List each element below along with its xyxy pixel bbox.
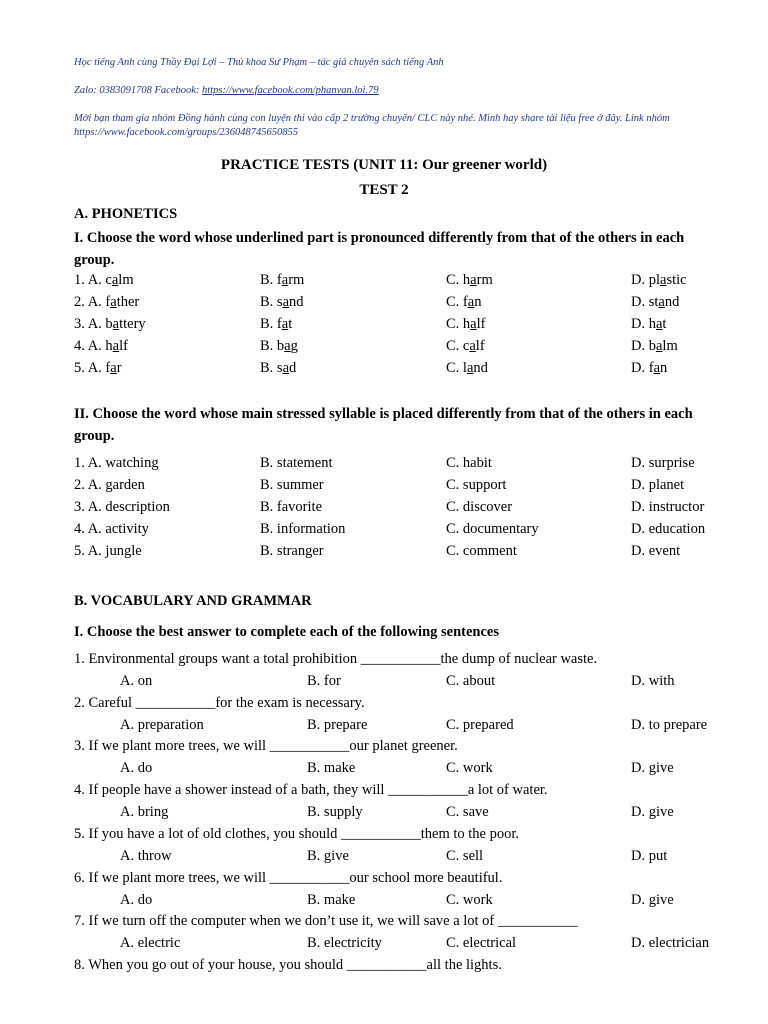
answer-option: C. work — [446, 891, 493, 908]
answer-option: A. do — [120, 760, 153, 777]
stress-option: D. instructor — [631, 499, 705, 515]
stress-option: 5. A. jungle — [74, 543, 142, 559]
answer-row — [0, 673, 768, 695]
stress-option: B. statement — [260, 455, 333, 471]
question-text: 3. If we plant more trees, we will ___________our planet greener. — [74, 738, 458, 755]
phonetics-option: B. fat — [260, 316, 293, 332]
phonetics-option: C. fan — [446, 294, 482, 310]
vocab-instruction: I. Choose the best answer to complete each of the following sentences — [74, 624, 500, 640]
phonetics-option: B. bag — [260, 338, 298, 354]
phonetics-option: D. balm — [631, 338, 678, 354]
answer-option: C. work — [446, 760, 493, 777]
answer-option: B. prepare — [307, 716, 368, 733]
answer-row — [0, 804, 768, 826]
answer-row — [0, 935, 768, 957]
answer-option: B. electricity — [307, 935, 382, 952]
phonetics-option: 3. A. battery — [74, 316, 146, 332]
answer-option: C. about — [446, 673, 496, 689]
answer-option: D. put — [631, 847, 668, 864]
stress-option: B. summer — [260, 477, 324, 493]
header-line1: Học tiếng Anh cùng Thầy Đại Lợi – Thủ khoa Sư Phạm – tác giả chuyên sách tiếng Anh — [74, 57, 444, 68]
answer-option: B. supply — [307, 804, 363, 821]
page-title: PRACTICE TESTS (UNIT 11: Our greener world) — [220, 157, 548, 173]
answer-option: A. throw — [120, 847, 172, 864]
phonetics-option: 2. A. father — [74, 294, 140, 310]
stress-row — [0, 499, 768, 521]
question-text: 8. When you go out of your house, you should ___________all the lights. — [74, 956, 502, 973]
phonetics-option: D. plastic — [631, 272, 687, 288]
stress-row — [0, 543, 768, 565]
phonetics-option: 5. A. far — [74, 360, 122, 376]
phonetics-option: B. sad — [260, 360, 297, 376]
answer-option: B. for — [307, 673, 341, 689]
stress-option: 1. A. watching — [74, 455, 159, 471]
phonetics-row — [0, 272, 768, 294]
stress-option: 2. A. garden — [74, 477, 145, 493]
question-text: 4. If people have a shower instead of a bath, they will ___________a lot of water. — [74, 782, 548, 799]
phonetics-option: C. harm — [446, 272, 493, 288]
answer-option: B. give — [307, 847, 349, 864]
answer-option: A. electric — [120, 935, 181, 952]
answer-option: B. make — [307, 891, 356, 908]
stress-option: D. surprise — [631, 455, 695, 471]
phonetics-option: 4. A. half — [74, 338, 128, 354]
stress-option: C. support — [446, 477, 507, 493]
group-text: Mời bạn tham gia nhóm Đồng hành cùng con luyện thi vào cấp 2 trường chuyên/ CLC này nhé. Mình hay share tài liệu free ở đây. Link nhóm — [74, 113, 670, 124]
question-text: 2. Careful ___________for the exam is necessary. — [74, 694, 365, 711]
phonetics-option: C. calf — [446, 338, 485, 354]
phonetics-option: C. half — [446, 316, 486, 332]
phonetics-row — [0, 360, 768, 382]
stress-option: C. habit — [446, 455, 492, 471]
answer-row — [0, 892, 768, 914]
answer-option: C. electrical — [446, 935, 517, 952]
answer-option: D. give — [631, 760, 674, 777]
phonetics-row — [0, 338, 768, 360]
answer-row — [0, 848, 768, 870]
stress-option: D. event — [631, 543, 681, 559]
answer-row — [0, 717, 768, 739]
question-text: 6. If we plant more trees, we will ___________our school more beautiful. — [74, 869, 503, 886]
test-title: TEST 2 — [359, 182, 409, 198]
phonetics-instruction-2: II. Choose the word whose main stressed syllable is placed differently from that of the others in each group. — [74, 406, 693, 444]
stress-option: C. discover — [446, 499, 513, 515]
vocab-heading: B. VOCABULARY AND GRAMMAR — [74, 593, 312, 609]
stress-option: C. documentary — [446, 521, 539, 537]
stress-option: C. comment — [446, 543, 517, 559]
header-group — [74, 112, 724, 140]
answer-option: B. make — [307, 760, 356, 777]
answer-option: D. electrician — [631, 935, 710, 952]
stress-option: D. planet — [631, 477, 685, 493]
answer-option: C. prepared — [446, 716, 514, 733]
answer-option: D. to prepare — [631, 716, 708, 733]
stress-option: 3. A. description — [74, 499, 170, 515]
group-link[interactable]: https://www.facebook.com/groups/236048745650855 — [74, 127, 298, 138]
stress-option: B. stranger — [260, 543, 324, 559]
stress-row — [0, 521, 768, 543]
phonetics-heading: A. PHONETICS — [74, 206, 178, 222]
answer-option: C. save — [446, 804, 489, 821]
question-text: 7. If we turn off the computer when we don’t use it, we will save a lot of ___________ — [74, 913, 578, 930]
phonetics-row — [0, 294, 768, 316]
stress-option: D. education — [631, 521, 706, 537]
phonetics-row — [0, 316, 768, 338]
stress-option: B. information — [260, 521, 346, 537]
stress-row — [0, 455, 768, 477]
answer-option: A. preparation — [120, 716, 204, 733]
phonetics-option: D. fan — [631, 360, 668, 376]
phonetics-option: B. farm — [260, 272, 305, 288]
answer-option: D. with — [631, 673, 675, 689]
answer-option: D. give — [631, 804, 674, 821]
answer-option: A. do — [120, 891, 153, 908]
stress-option: 4. A. activity — [74, 521, 149, 537]
phonetics-option: D. hat — [631, 316, 667, 332]
answer-option: D. give — [631, 891, 674, 908]
phonetics-option: 1. A. calm — [74, 272, 134, 288]
phonetics-option: C. land — [446, 360, 488, 376]
answer-row — [0, 760, 768, 782]
stress-option: B. favorite — [260, 499, 323, 515]
phonetics-option: D. stand — [631, 294, 680, 310]
header-contact — [74, 84, 724, 98]
phonetics-option: B. sand — [260, 294, 304, 310]
zalo-text: Zalo: 0383091708 Facebook: — [74, 85, 200, 96]
answer-option: C. sell — [446, 847, 484, 864]
phonetics-instruction-1: I. Choose the word whose underlined part is pronounced differently from that of the others in each group. — [74, 230, 685, 268]
question-text: 1. Environmental groups want a total prohibition ___________the dump of nuclear waste. — [74, 651, 598, 667]
answer-option: A. bring — [120, 804, 169, 821]
question-text: 5. If you have a lot of old clothes, you should ___________them to the poor. — [74, 825, 520, 842]
stress-row — [0, 477, 768, 499]
facebook-link[interactable]: https://www.facebook.com/phanvan.loi.79 — [202, 85, 379, 96]
answer-option: A. on — [120, 673, 153, 689]
